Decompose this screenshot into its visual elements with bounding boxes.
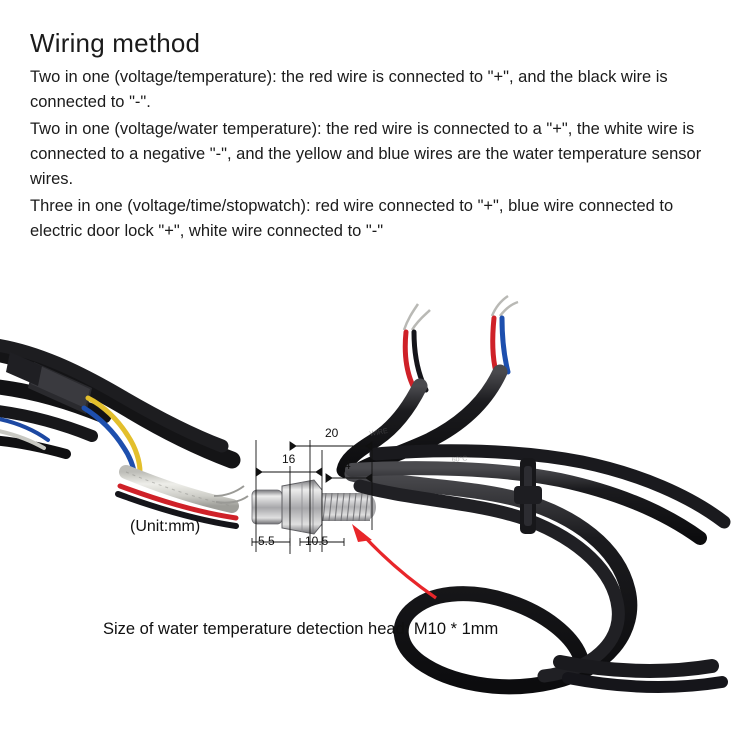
paragraph-two-in-one-temperature: Two in one (voltage/temperature): the red wire is connected to "+", and the black wire is connected to "-". xyxy=(30,68,668,111)
dimension-labels xyxy=(0,290,750,750)
dimension-10-5: 10.5 xyxy=(305,534,329,548)
product-photo xyxy=(0,290,750,750)
dimension-5-5: 5.5 xyxy=(258,534,275,548)
dimension-16: 16 xyxy=(282,452,296,466)
dimension-20: 20 xyxy=(325,426,339,440)
page-title: Wiring method xyxy=(30,28,201,58)
sensor-size-caption: Size of water temperature detection head: M10 * 1mm xyxy=(103,620,499,638)
paragraph-two-in-one-water-temperature: Two in one (voltage/water temperature): the red wire is connected to a "+", the white wire is connected to a negative "-", and the yellow and blue wires are the water temperature sensor wires. xyxy=(30,120,702,188)
wiring-method-text xyxy=(30,28,730,246)
svg-text:60°C: 60°C xyxy=(451,455,468,464)
svg-text:WIRE: WIRE xyxy=(369,427,389,438)
unit-note: (Unit:mm) xyxy=(130,518,201,535)
dimension-4: 4 xyxy=(344,458,351,472)
paragraph-three-in-one-stopwatch: Three in one (voltage/time/stopwatch): red wire connected to "+", blue wire connected to electric door lock "+", white wire connected to "-" xyxy=(30,197,674,240)
